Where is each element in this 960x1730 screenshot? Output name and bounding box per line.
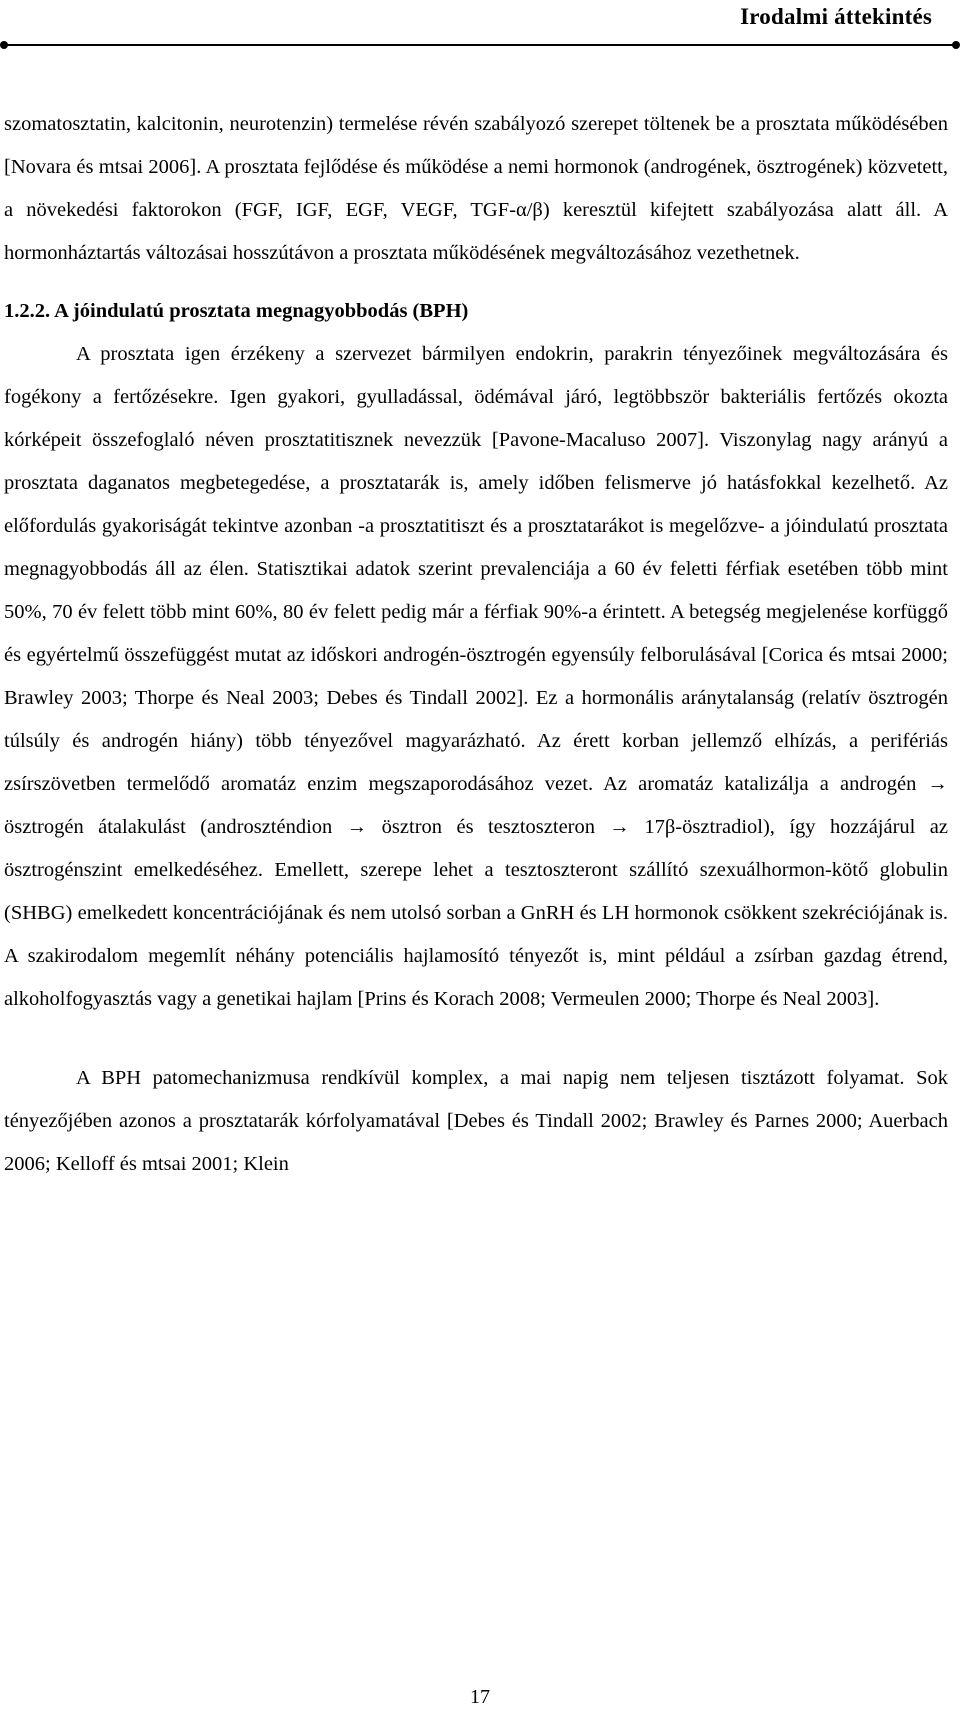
page-number: 17: [470, 1686, 490, 1708]
divider-right-dot: [952, 41, 960, 49]
running-header-title: Irodalmi áttekintés: [740, 4, 932, 29]
bph-mechanism-paragraph: A BPH patomechanizmusa rendkívül komplex, a mai napig nem teljesen tisztázott folyamat. Sok tényezőjében azonos a prosztatarák kórfolyamatával [Debes és Tindall 2002; Brawley és Parnes 2000; Auerbach 2006; Kelloff és mtsai 2001; Klein: [4, 1067, 948, 1175]
header-divider: [4, 44, 956, 46]
divider-left-dot: [0, 41, 8, 49]
page-body: [4, 103, 948, 1186]
section-heading: 1.2.2. A jóindulatú prosztata megnagyobbodás (BPH): [4, 300, 469, 322]
intro-paragraph: szomatosztatin, kalcitonin, neurotenzin) termelése révén szabályozó szerepet töltenek be a prosztata működésében [Novara és mtsai 2006]. A prosztata fejlődése és működése a nemi hormonok (androgének, ösztrogének) közvetett, a növekedési faktorokon (FGF, IGF, EGF, VEGF, TGF-α/β) keresztül kifejtett szabályozása alatt áll. A hormonháztartás változásai hosszútávon a prosztata működésének megváltozásához vezethetnek.: [4, 113, 948, 264]
bph-main-paragraph: A prosztata igen érzékeny a szervezet bármilyen endokrin, parakrin tényezőinek megváltozására és fogékony a fertőzésekre. Igen gyakori, gyulladással, ödémával járó, legtöbbször bakteriális fertőzés okozta kórképeit összefoglaló néven prosztatitisznek nevezzük [Pavone-Macaluso 2007]. Viszonylag nagy arányú a prosztata daganatos megbetegedése, a prosztatarák is, amely időben felismerve jó hatásfokkal kezelhető. Az előfordulás gyakoriságát tekintve azonban -a prosztatitiszt és a prosztatarákot is megelőzve- a jóindulatú prosztata megnagyobbodás áll az élen. Statisztikai adatok szerint prevalenciája a 60 év feletti férfiak esetében több mint 50%, 70 év felett több mint 60%, 80 év felett pedig már a férfiak 90%-a érintett. A betegség megjelenése korfüggő és egyértelmű összefüggést mutat az időskori androgén-ösztrogén egyensúly felborulásával [Corica és mtsai 2000; Brawley 2003; Thorpe és Neal 2003; Debes és Tindall 2002]. Ez a hormonális aránytalanság (relatív ösztrogén túlsúly és androgén hiány) több tényezővel magyarázható. Az érett korban jellemző elhízás, a perifériás zsírszövetben termelődő aromatáz enzim megszaporodásához vezet. Az aromatáz katalizálja a androgén → ösztrogén átalakulást (androszténdion → ösztron és tesztoszteron → 17β-ösztradiol), így hozzájárul az ösztrogénszint emelkedéséhez. Emellett, szerepe lehet a tesztoszteront szállító szexuálhormon-kötő globulin (SHBG) emelkedett koncentrációjának és nem utolsó sorban a GnRH és LH hormonok csökkent szekréciójának is. A szakirodalom megemlít néhány potenciális hajlamosító tényezőt is, mint például a zsírban gazdag étrend, alkoholfogyasztás vagy a genetikai hajlam [Prins és Korach 2008; Vermeulen 2000; Thorpe és Neal 2003].: [4, 343, 948, 1010]
